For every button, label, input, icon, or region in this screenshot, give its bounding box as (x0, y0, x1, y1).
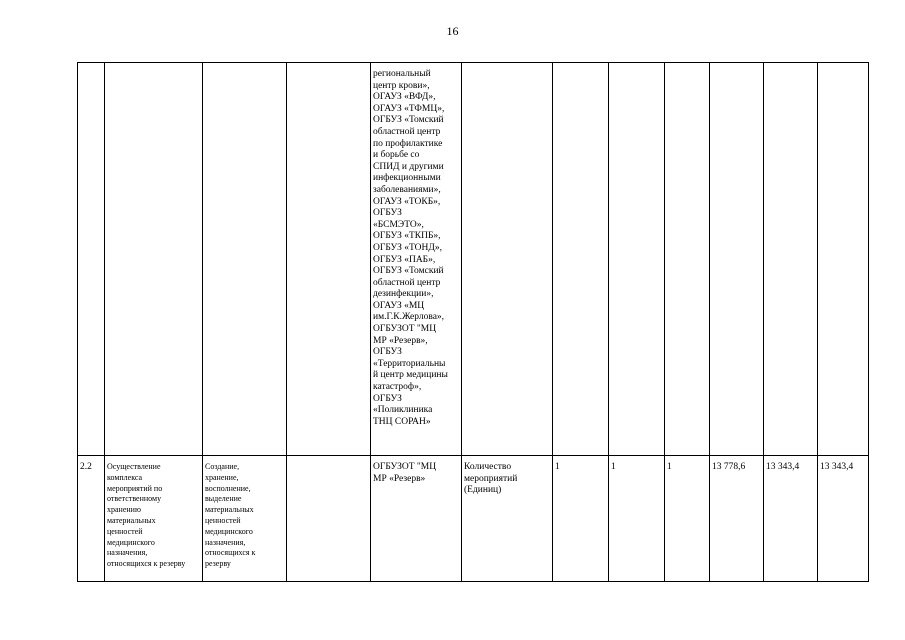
text-line: ОГБУЗ «Томский (373, 266, 444, 277)
cell-val2: 1 (609, 456, 665, 582)
text-line: ОГАУЗ «ВФД», (373, 92, 436, 103)
text-line: резерву (205, 559, 231, 569)
text-line: инфекционными (373, 173, 441, 184)
text-line: ОГАУЗ «ТОКБ», (373, 196, 441, 207)
text-line: (Единиц) (464, 485, 502, 496)
text-line: областной центр (373, 126, 441, 137)
text-line: ОГБУЗ (373, 208, 402, 219)
text-line: ценностей (107, 526, 143, 536)
text-line: ОГБУЗОТ "МЦ (373, 324, 437, 335)
text-line: ОГБУЗ «Томский (373, 115, 444, 126)
text-line: мероприятий по (107, 483, 163, 493)
text-line: хранение, (205, 472, 239, 482)
text-line: комплекса (107, 472, 143, 482)
text-line: ОГБУЗ «ТОНД», (373, 242, 442, 253)
text-line: назначения, (107, 548, 148, 558)
text-line: Количество (464, 462, 512, 472)
text-line: хранению (107, 505, 141, 515)
cell-name (105, 456, 203, 582)
text-line: «Территориальны (373, 358, 446, 369)
text-line: МР «Резерв» (373, 473, 426, 484)
text-line: «БСМЭТО», (373, 219, 424, 230)
text-line: восполнение, (205, 483, 251, 493)
cell-fin1: 13 778,6 (710, 456, 764, 582)
text-line: по профилактике (373, 138, 443, 149)
text-line: им.Г.К.Жерлова», (373, 312, 445, 323)
text-line: ОГБУЗ (373, 393, 402, 404)
cell-indicator (462, 456, 553, 582)
cell-val1 (553, 63, 609, 456)
text-line: СПИД и другими (373, 161, 444, 172)
cell-fin2 (764, 63, 818, 456)
text-line: центр крови», (373, 80, 430, 91)
table-row (78, 63, 869, 456)
text-line: ОГБУЗОТ "МЦ (373, 462, 437, 472)
cell-fin1 (710, 63, 764, 456)
text-line: ОГАУЗ «ТФМЦ», (373, 103, 445, 114)
cell-fin2: 13 343,4 (764, 456, 818, 582)
text-line: ответственному (107, 494, 162, 504)
text-line: Создание, (205, 462, 240, 471)
cell-name (105, 63, 203, 456)
cell-val1: 1 (553, 456, 609, 582)
text-line: областной центр (373, 277, 441, 288)
text-line: МР «Резерв», (373, 335, 428, 346)
text-line: медицинского (107, 537, 155, 547)
executor-list (373, 69, 459, 428)
text-line: материальных (107, 515, 156, 525)
cell-executor (371, 63, 462, 456)
text-line: «Поликлиника (373, 405, 433, 416)
cell-fin3: 13 343,4 (818, 456, 869, 582)
cell-fin3 (818, 63, 869, 456)
text-line: региональный (373, 69, 431, 79)
text-line: материальных (205, 505, 254, 515)
text-line: ОГБУЗ (373, 347, 402, 358)
cell-executor (371, 456, 462, 582)
text-line: медицинского (205, 526, 253, 536)
program-table (77, 62, 869, 582)
text-line: й центр медицины (373, 370, 448, 381)
text-line: и борьбе со (373, 150, 420, 161)
text-line: дезинфекции», (373, 289, 434, 300)
cell-empty (287, 63, 371, 456)
cell-result (203, 63, 287, 456)
text-line: выделение (205, 494, 242, 504)
expected-result (205, 462, 284, 570)
cell-num: 2.2 (78, 456, 105, 582)
cell-val2 (609, 63, 665, 456)
text-line: ценностей (205, 515, 241, 525)
text-line: ОГБУЗ «ТКПБ», (373, 231, 441, 242)
cell-val3 (665, 63, 710, 456)
text-line: относящихся к (205, 548, 256, 558)
text-line: мероприятий (464, 473, 518, 484)
text-line: ТНЦ СОРАН» (373, 416, 431, 427)
cell-result (203, 456, 287, 582)
measure-name (107, 462, 200, 570)
text-line: заболеваниями», (373, 184, 441, 195)
text-line: ОГАУЗ «МЦ (373, 300, 425, 311)
text-line: назначения, (205, 537, 246, 547)
text-line: ОГБУЗ «ПАБ», (373, 254, 436, 265)
executor-list (373, 462, 459, 485)
text-line: катастроф», (373, 382, 422, 393)
cell-num (78, 63, 105, 456)
page-number: 16 (446, 24, 459, 38)
cell-indicator (462, 63, 553, 456)
cell-empty (287, 456, 371, 582)
indicator-name (464, 462, 550, 497)
table-row (78, 456, 869, 582)
text-line: Осуществление (107, 462, 161, 471)
cell-val3: 1 (665, 456, 710, 582)
text-line: относящихся к резерву (107, 559, 186, 569)
